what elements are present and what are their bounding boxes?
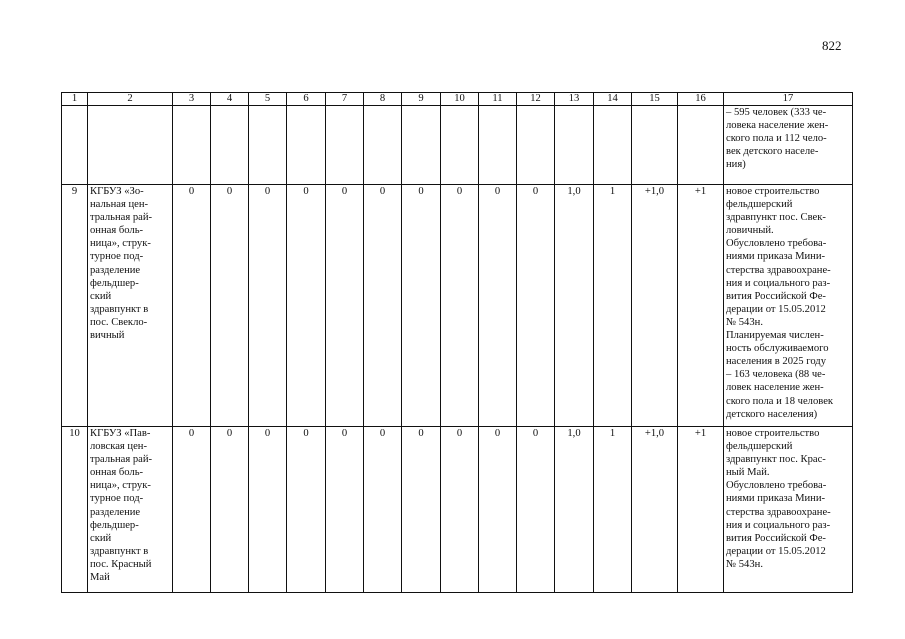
cell-line: ный Май. [726, 467, 770, 479]
value-cell: 0 [287, 427, 326, 593]
value-cell: 0 [173, 185, 211, 427]
cell-line: здравпункт пос. Крас- [726, 454, 826, 466]
cell-line: ность обслуживаемого [726, 343, 829, 355]
empty-cell [364, 106, 402, 185]
cell-line: ловичный. [726, 225, 774, 237]
continuation-row [62, 106, 853, 185]
header-cell: 2 [88, 93, 173, 106]
value-cell: 1 [594, 185, 632, 427]
value-cell: 1 [594, 427, 632, 593]
cell-line: ловек население жен- [726, 382, 824, 394]
value-cell: 0 [287, 185, 326, 427]
empty-cell [326, 106, 364, 185]
value-cell: 0 [326, 427, 364, 593]
cell-line: ниями приказа Мини- [726, 251, 826, 263]
header-cell: 4 [211, 93, 249, 106]
cell-line: пос. Свекло- [90, 316, 148, 328]
cell-line: ского пола и 18 человек [726, 395, 834, 407]
cell-line: турное под- [90, 251, 144, 263]
cell-line: фельдшер- [90, 519, 139, 531]
cell-line: ловека население жен- [726, 120, 829, 132]
cell-line: вития Российской Фе- [726, 290, 826, 302]
header-cell: 3 [173, 93, 211, 106]
page-number: 822 [822, 38, 842, 53]
header-cell: 5 [249, 93, 287, 106]
value-cell: +1 [678, 427, 724, 593]
cell-line: нальная цен- [90, 199, 149, 211]
value-cell: 0 [441, 427, 479, 593]
header-cell: 12 [517, 93, 555, 106]
value-cell: 1,0 [555, 427, 594, 593]
header-cell: 16 [678, 93, 724, 106]
header-cell: 15 [632, 93, 678, 106]
value-cell: 0 [517, 185, 555, 427]
organization-name [88, 185, 173, 427]
note-cell [724, 427, 853, 593]
header-cell: 10 [441, 93, 479, 106]
cell-line: здравпункт пос. Свек- [726, 212, 826, 224]
cell-line: вития Российской Фе- [726, 532, 826, 544]
value-cell: 0 [402, 427, 441, 593]
cell-line: населения в 2025 году [726, 356, 826, 368]
cell-line: ский [90, 532, 112, 544]
cell-line: фельдшерский [726, 199, 793, 211]
empty-cell [173, 106, 211, 185]
cell-line: дерации от 15.05.2012 [726, 303, 826, 315]
table-row [62, 185, 853, 427]
empty-cell [555, 106, 594, 185]
cell-line: № 543н. [726, 558, 763, 570]
row-index: 10 [62, 427, 88, 593]
header-cell: 14 [594, 93, 632, 106]
cell-line: разделение [90, 264, 141, 276]
cell-line: Май [90, 572, 110, 584]
cell-line: ский [90, 290, 112, 302]
value-cell: 0 [441, 185, 479, 427]
cell-line: фельдшерский [726, 441, 793, 453]
header-cell: 1 [62, 93, 88, 106]
cell-line: вичный [90, 330, 125, 342]
cell-line: новое строительство [726, 186, 820, 197]
empty-cell [62, 106, 88, 185]
empty-cell [402, 106, 441, 185]
cell-line: пос. Красный [90, 558, 152, 570]
note-cell [724, 106, 853, 185]
value-cell: 0 [364, 427, 402, 593]
empty-cell [287, 106, 326, 185]
value-cell: 0 [517, 427, 555, 593]
cell-line: ловская цен- [90, 441, 148, 453]
value-cell: 0 [479, 427, 517, 593]
header-cell: 7 [326, 93, 364, 106]
cell-line: Обусловлено требова- [726, 238, 827, 250]
header-cell: 11 [479, 93, 517, 106]
header-cell: 13 [555, 93, 594, 106]
value-cell: 1,0 [555, 185, 594, 427]
cell-line: ния и социального раз- [726, 519, 831, 531]
cell-line: – 595 человек (333 че- [726, 107, 827, 118]
value-cell: 0 [364, 185, 402, 427]
cell-line: КГБУЗ «Пав- [90, 428, 151, 439]
row-index: 9 [62, 185, 88, 427]
organization-name [88, 427, 173, 593]
empty-cell [249, 106, 287, 185]
empty-cell [211, 106, 249, 185]
value-cell: 0 [211, 427, 249, 593]
cell-line: ница», струк- [90, 238, 151, 250]
cell-line: тральная рай- [90, 454, 153, 466]
cell-line: Планируемая числен- [726, 330, 824, 342]
header-row [62, 93, 853, 106]
value-cell: +1 [678, 185, 724, 427]
empty-cell [479, 106, 517, 185]
cell-line: дерации от 15.05.2012 [726, 545, 826, 557]
cell-line: ниями приказа Мини- [726, 493, 826, 505]
cell-line: здравпункт в [90, 303, 149, 315]
cell-line: ского пола и 112 чело- [726, 133, 827, 145]
header-cell: 9 [402, 93, 441, 106]
header-cell: 8 [364, 93, 402, 106]
value-cell: +1,0 [632, 185, 678, 427]
empty-cell [88, 106, 173, 185]
header-cell: 6 [287, 93, 326, 106]
cell-line: КГБУЗ «Зо- [90, 186, 144, 197]
header-cell: 17 [724, 93, 853, 106]
value-cell: 0 [326, 185, 364, 427]
empty-cell [594, 106, 632, 185]
note-cell [724, 185, 853, 427]
cell-line: № 543н. [726, 316, 763, 328]
empty-cell [517, 106, 555, 185]
cell-line: стерства здравоохране- [726, 264, 831, 276]
empty-cell [632, 106, 678, 185]
value-cell: 0 [173, 427, 211, 593]
cell-line: турное под- [90, 493, 144, 505]
value-cell: 0 [211, 185, 249, 427]
cell-line: онная боль- [90, 467, 144, 479]
cell-line: ния и социального раз- [726, 277, 831, 289]
cell-line: стерства здравоохране- [726, 506, 831, 518]
cell-line: тральная рай- [90, 212, 153, 224]
cell-line: фельдшер- [90, 277, 139, 289]
data-table [61, 92, 853, 593]
value-cell: 0 [249, 427, 287, 593]
value-cell: 0 [402, 185, 441, 427]
value-cell: +1,0 [632, 427, 678, 593]
value-cell: 0 [479, 185, 517, 427]
cell-line: онная боль- [90, 225, 144, 237]
table-row [62, 427, 853, 593]
empty-cell [441, 106, 479, 185]
cell-line: здравпункт в [90, 545, 149, 557]
cell-line: новое строительство [726, 428, 820, 439]
cell-line: ница», струк- [90, 480, 151, 492]
cell-line: Обусловлено требова- [726, 480, 827, 492]
cell-line: – 163 человека (88 че- [726, 369, 826, 381]
cell-line: ния) [726, 159, 746, 171]
cell-line: разделение [90, 506, 141, 518]
empty-cell [678, 106, 724, 185]
cell-line: век детского населе- [726, 146, 819, 158]
cell-line: детского населения) [726, 408, 818, 420]
value-cell: 0 [249, 185, 287, 427]
